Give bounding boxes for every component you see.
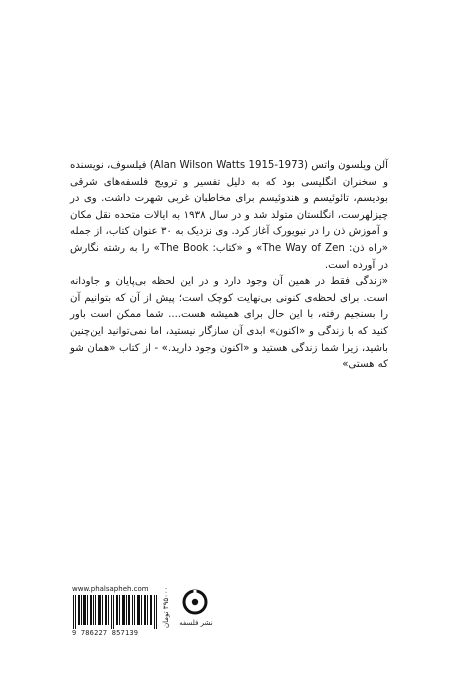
back-matter bbox=[72, 585, 213, 641]
author-biography bbox=[70, 158, 388, 374]
isbn-block bbox=[72, 585, 158, 641]
price-label: ۳۹۵۰۰۰ تومان bbox=[162, 587, 170, 629]
barcode-icon bbox=[72, 595, 158, 629]
isbn-number: 9 786227 857139 bbox=[72, 629, 139, 637]
publisher-logo-icon bbox=[182, 589, 208, 615]
bio-paragraph-1: آلن ویلسون واتس (1973-1915 Alan Wilson Watts) فیلسوف، نویسنده و سخنران انگلیسی بود که به دلیل تفسیر و ترویج فلسفه‌های شرقی بودیسم، تائوئیسم و هندوئیسم برای مخاطبان غربی شهرت داشت. وی در چیزلهرست، انگلستان متولد شد و در سال ۱۹۳۸ به ایالات متحده نقل مکان و آموزش ذن را در نیویورک آغاز کرد. وی نزدیک به ۳۰ عنوان کتاب، از جمله «راه ذن: The Way of Zen» و «کتاب: The Book» را به رشته نگارش در آورده است. bbox=[70, 160, 389, 271]
bio-paragraph-2: «زندگی فقط در همین آن وجود دارد و در این لحظه بی‌پایان و جاودانه است. برای لحظه‌ی کنونی بی‌نهایت کوچک است؛ پیش از آن که بتوانیم آن را بسنجیم رفته، با این حال برای همیشه هست.... شما ممکن است باور کنید که با زندگی و «اکنون» ابدی آن سازگار نیستید، اما نمی‌توانید این‌چنین باشید، زیرا شما زندگی هستید و «اکنون وجود دارید.» - از کتاب «همان شو که هستی» bbox=[70, 276, 388, 371]
publisher-logo bbox=[176, 589, 216, 639]
publisher-website: www.phalsapheh.com bbox=[72, 585, 149, 593]
publisher-name: نشر فلسفه bbox=[179, 619, 213, 627]
